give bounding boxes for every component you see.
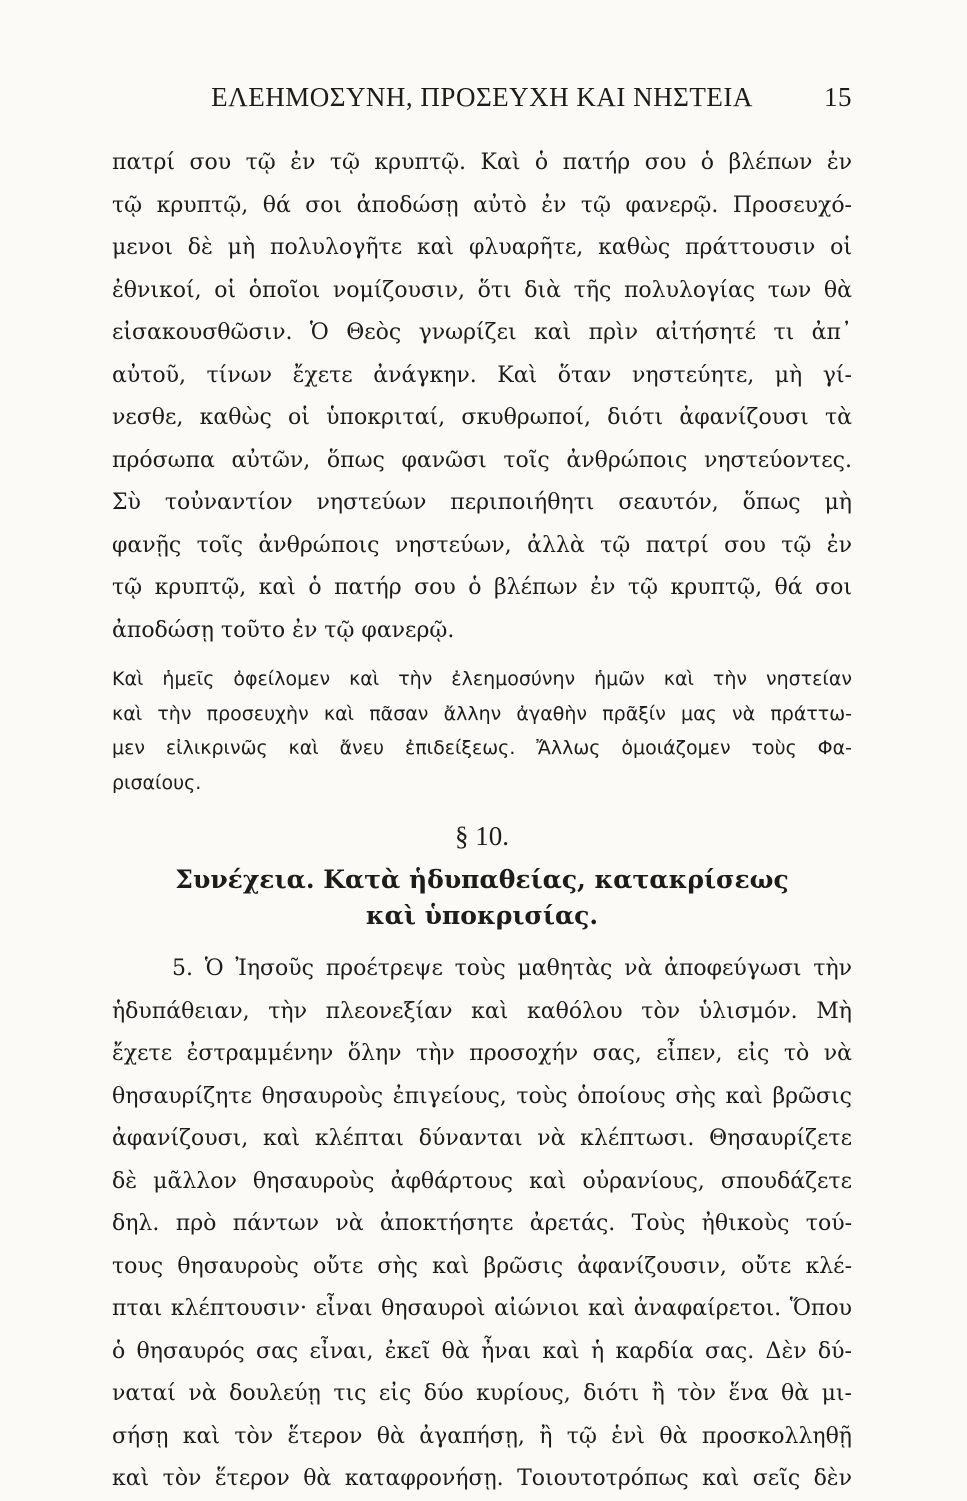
paragraph-continued — [112, 142, 852, 652]
text-line: καὶ τὸν ἕτερον θὰ καταφρονήσῃ. Τοιουτοτρόπως καὶ σεῖς δὲν — [112, 1466, 852, 1491]
book-page — [112, 82, 852, 1501]
section-heading-line: καὶ ὑποκρισίας. — [365, 901, 599, 930]
note-line: μεν εἰλικρινῶς καὶ ἄνευ ἐπιδείξεως. Ἄλλως ὁμοιάζομεν τοὺς Φα- — [112, 737, 852, 759]
running-head-title: ΕΛΕΗΜΟΣΥΝΗ, ΠΡΟΣΕΥΧΗ ΚΑΙ ΝΗΣΤΕΙΑ — [211, 82, 753, 112]
text-line: σήσῃ καὶ τὸν ἕτερον θὰ ἀγαπήσῃ, ἢ τῷ ἑνὶ θὰ προσκολληθῇ — [112, 1423, 852, 1449]
note-line: Καὶ ἡμεῖς ὀφείλομεν καὶ τὴν ἐλεημοσύνην ἡμῶν καὶ τὴν νηστείαν — [112, 668, 852, 690]
section-heading-line: Συνέχεια. Κατὰ ἡδυπαθείας, κατακρίσεως — [175, 865, 789, 894]
section-heading — [112, 862, 852, 934]
text-line: τῷ κρυπτῷ, θά σοι ἀποδώσῃ αὐτὸ ἐν τῷ φανερῷ. Προσευχό- — [112, 192, 852, 218]
text-line: τους θησαυροὺς οὔτε σὴς καὶ βρῶσις ἀφανίζουσιν, οὔτε κλέ- — [112, 1253, 852, 1279]
text-line: ἔχετε ἐστραμμένην ὅλην τὴν προσοχήν σας, εἶπεν, εἰς τὸ νὰ — [112, 1041, 852, 1066]
text-line: αὐτοῦ, τίνων ἔχετε ἀνάγκην. Καὶ ὅταν νηστεύητε, μὴ γί- — [112, 362, 852, 388]
text-line: δὲ μᾶλλον θησαυροὺς ἀφθάρτους καὶ οὐρανίους, σπουδάζετε — [112, 1168, 852, 1194]
running-head — [112, 82, 852, 122]
paragraph-5 — [112, 948, 852, 1501]
text-line: θησαυρίζητε θησαυροὺς ἐπιγείους, τοὺς ὁποίους σὴς καὶ βρῶσις — [112, 1083, 852, 1109]
text-line: πται κλέπτουσιν· εἶναι θησαυροὶ αἰώνιοι καὶ ἀναφαίρετοι. Ὅπου — [112, 1296, 852, 1321]
text-line: ἐθνικοί, οἱ ὁποῖοι νομίζουσιν, ὅτι διὰ τῆς πολυλογίας των θὰ — [112, 277, 852, 303]
text-line: εἰσακουσθῶσιν. Ὁ Θεὸς γνωρίζει καὶ πρὶν αἰτήσητέ τι ἀπ᾽ — [112, 320, 852, 345]
text-line: ἡδυπάθειαν, τὴν πλεονεξίαν καὶ καθόλου τὸν ὑλισμόν. Μὴ — [112, 998, 852, 1024]
note-paragraph — [112, 662, 852, 800]
text-line: Σὺ τοὐναντίον νηστεύων περιποιήθητι σεαυτόν, ὅπως μὴ — [112, 490, 852, 515]
text-line: ἀφανίζουσι, καὶ κλέπται δύνανται νὰ κλέπτωσι. Θησαυρίζετε — [112, 1126, 852, 1151]
text-line: ὁ θησαυρός σας εἶναι, ἐκεῖ θὰ ἦναι καὶ ἡ καρδία σας. Δὲν δύ- — [112, 1338, 852, 1364]
note-line: ρισαίους. — [112, 771, 202, 794]
text-line: ἀποδώσῃ τοῦτο ἐν τῷ φανερῷ. — [112, 617, 455, 643]
text-line: τῷ κρυπτῷ, καὶ ὁ πατήρ σου ὁ βλέπων ἐν τῷ κρυπτῷ, θά σοι — [112, 575, 852, 600]
text-line: φανῇς τοῖς ἀνθρώποις νηστεύων, ἀλλὰ τῷ πατρί σου τῷ ἐν — [112, 532, 852, 558]
text-line: δηλ. πρὸ πάντων νὰ ἀποκτήσητε ἀρετάς. Τοὺς ἠθικοὺς τού- — [112, 1211, 852, 1236]
text-line: 5. Ὁ Ἰησοῦς προέτρεψε τοὺς μαθητὰς νὰ ἀποφεύγωσι τὴν — [172, 956, 852, 981]
text-line: πατρί σου τῷ ἐν τῷ κρυπτῷ. Καὶ ὁ πατήρ σου ὁ βλέπων ἐν — [112, 150, 852, 175]
text-line: πρόσωπα αὐτῶν, ὅπως φανῶσι τοῖς ἀνθρώποις νηστεύοντες. — [112, 447, 852, 473]
page-number: 15 — [824, 82, 852, 112]
text-line: νεσθε, καθὼς οἱ ὑποκριταί, σκυθρωποί, διότι ἀφανίζουσι τὰ — [112, 405, 852, 430]
note-line: καὶ τὴν προσευχὴν καὶ πᾶσαν ἄλλην ἀγαθὴν πρᾶξίν μας νὰ πράττω- — [112, 702, 852, 725]
text-line: μενοι δὲ μὴ πολυλογῆτε καὶ φλυαρῆτε, καθὼς πράττουσιν οἱ — [112, 235, 852, 260]
text-line: ναταί νὰ δουλεύῃ τις εἰς δύο κυρίους, διότι ἢ τὸν ἕνα θὰ μι- — [112, 1381, 852, 1406]
section-number: § 10. — [455, 821, 509, 851]
